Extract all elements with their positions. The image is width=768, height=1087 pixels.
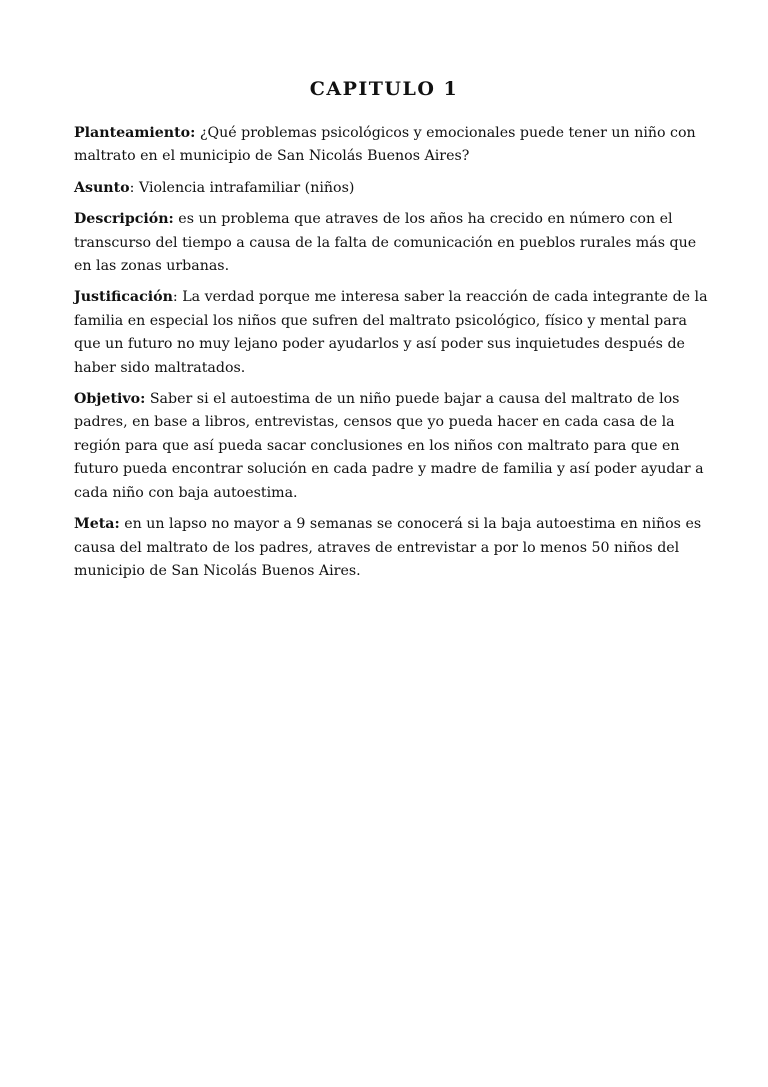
document-body — [74, 122, 714, 591]
section-text: en un lapso no mayor a 9 semanas se conocerá si la baja autoestima en niños es causa del maltrato de los padres, atraves de entrevistar a por lo menos 50 niños del municipio de San Nicolás Buenos Aires. — [74, 516, 702, 579]
section-objetivo — [74, 388, 714, 505]
section-label: Objetivo: — [74, 391, 146, 408]
section-asunto — [74, 177, 714, 200]
section-text: Saber si el autoestima de un niño puede bajar a causa del maltrato de los padres, en base a libros, entrevistas, censos que yo pueda hacer en cada casa de la región para que así pueda sacar conclusiones en los niños con maltrato para que en futuro pueda encontrar solución en cada padre y madre de familia y así poder ayudar a cada niño con baja autoestima. — [74, 391, 704, 501]
section-descripcion — [74, 208, 714, 278]
section-text: : Violencia intrafamiliar (niños) — [129, 179, 355, 196]
section-justificacion — [74, 286, 714, 380]
section-meta — [74, 513, 714, 583]
section-label: Asunto — [74, 179, 130, 196]
section-label: Justificación — [74, 289, 173, 306]
section-planteamiento — [74, 122, 714, 169]
section-text: ¿Qué problemas psicológicos y emocionales puede tener un niño con maltrato en el municipio de San Nicolás Buenos Aires? — [74, 125, 696, 165]
section-label: Planteamiento: — [74, 125, 196, 141]
section-label: Meta: — [74, 516, 120, 533]
section-text: es un problema que atraves de los años ha crecido en número con el transcurso del tiempo a causa de la falta de comunicación en pueblos rurales más que en las zonas urbanas. — [74, 211, 697, 275]
section-label: Descripción: — [74, 211, 174, 228]
section-text: : La verdad porque me interesa saber la reacción de cada integrante de la familia en especial los niños que sufren del maltrato psicológico, físico y mental para que un futuro no muy lejano poder ayudarlos y así poder sus inquietudes después de haber sido maltratados. — [74, 289, 708, 376]
chapter-title: CAPITULO 1 — [309, 78, 459, 100]
